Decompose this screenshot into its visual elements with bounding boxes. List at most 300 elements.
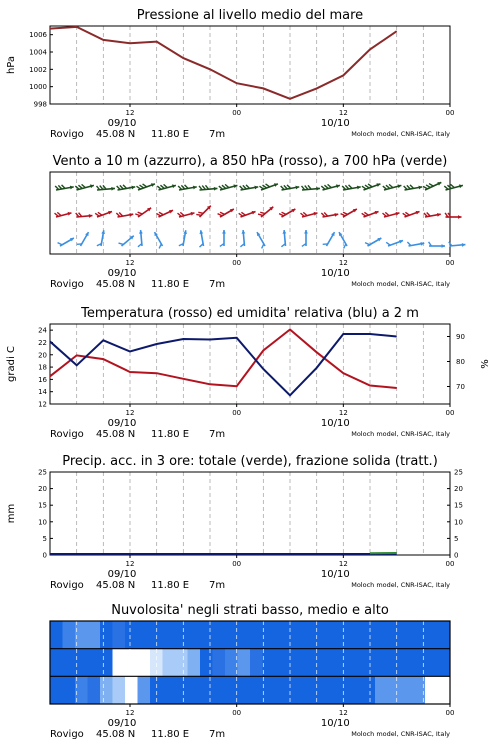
- barb-feather: [407, 185, 410, 189]
- cloud-cell: [175, 649, 188, 677]
- cloud-cell: [138, 676, 151, 704]
- barb-feather: [345, 185, 348, 189]
- y-tick-label: 10: [38, 518, 47, 527]
- barb-feather: [58, 243, 63, 245]
- cloud-cell: [125, 621, 138, 649]
- cloud-cell: [425, 649, 438, 677]
- wind-barb: [155, 232, 163, 248]
- wind-barb: [116, 213, 133, 217]
- cloud-cell: [213, 649, 226, 677]
- wind-barb: [257, 232, 265, 248]
- barb-head: [304, 230, 308, 234]
- barb-feather: [178, 186, 181, 190]
- barb-head: [242, 230, 246, 234]
- barb-feather: [383, 186, 387, 189]
- plot-frame: [50, 472, 450, 555]
- cloud-cell: [313, 649, 326, 677]
- cloud-cell: [200, 676, 213, 704]
- cloud-cell: [350, 676, 363, 704]
- barb-feather: [140, 185, 144, 188]
- barb-head: [214, 187, 218, 191]
- cloud-cell: [225, 649, 238, 677]
- wind-barb: [365, 238, 381, 246]
- cloud-cell: [188, 621, 201, 649]
- wind-barb: [220, 230, 226, 246]
- barb-feather: [284, 185, 287, 189]
- cloud-cell: [400, 649, 413, 677]
- cloud-cell: [388, 621, 401, 649]
- y-tick-label: 0: [42, 551, 47, 560]
- barb-feather: [157, 186, 161, 189]
- barb-feather: [324, 185, 328, 188]
- barb-feather: [95, 213, 99, 216]
- cloud-cell: [238, 621, 251, 649]
- cloud-cell: [400, 621, 413, 649]
- x-tick-label: 00: [445, 560, 455, 568]
- location-altitude: 7m: [209, 580, 226, 591]
- wind-barb: [219, 184, 238, 190]
- cloud-cell: [250, 621, 263, 649]
- cloud-cell: [63, 621, 76, 649]
- y-tick-label-right: 20: [454, 485, 463, 494]
- barb-feather: [426, 185, 430, 188]
- cloud-cell: [238, 676, 251, 704]
- barb-feather: [321, 186, 325, 189]
- wind-barb: [429, 242, 445, 248]
- barb-feather: [225, 184, 229, 187]
- barb-feather: [405, 212, 409, 215]
- barb-feather: [259, 186, 263, 189]
- wind-barb: [323, 232, 335, 246]
- cloud-cell: [275, 676, 288, 704]
- x-tick-label: 12: [338, 709, 348, 717]
- barb-feather: [55, 186, 58, 190]
- barb-feather: [343, 212, 348, 214]
- x-tick-label: 00: [232, 709, 242, 717]
- location-lat: 45.08 N: [96, 580, 136, 591]
- cloud-cell: [188, 676, 201, 704]
- location-lat: 45.08 N: [96, 129, 136, 140]
- y-tick-label: 1006: [29, 31, 47, 40]
- barb-feather: [389, 184, 393, 187]
- barb-feather: [196, 214, 201, 215]
- wind-barb: [386, 240, 403, 246]
- cloud-cell: [275, 649, 288, 677]
- barb-feather: [423, 186, 427, 189]
- cloud-cell: [100, 621, 113, 649]
- humidity-line: [0, 328, 397, 396]
- barb-feather: [135, 214, 140, 216]
- x-tick-label: 12: [338, 259, 348, 267]
- panel-title: Vento a 10 m (azzurro), a 850 hPa (rosso), a 700 hPa (verde): [52, 154, 448, 169]
- y-tick-label: 20: [38, 351, 47, 360]
- location-name: Rovigo: [50, 729, 84, 740]
- cloud-cell: [163, 649, 176, 677]
- barb-feather: [344, 244, 346, 249]
- model-credit: Moloch model, CNR-ISAC, Italy: [351, 130, 450, 138]
- panel-title: Temperatura (rosso) ed umidita' relativa (blu) a 2 m: [81, 306, 419, 321]
- barb-head: [111, 187, 115, 191]
- cloudiness-panel: [50, 603, 454, 740]
- barb-feather: [160, 185, 164, 188]
- pressure-line: [0, 27, 397, 99]
- wind-barb: [199, 185, 217, 190]
- barb-head: [89, 214, 93, 218]
- cloud-cell: [363, 676, 376, 704]
- location-altitude: 7m: [209, 429, 226, 440]
- barb-feather: [159, 244, 161, 249]
- wind-barb: [97, 185, 115, 190]
- cloud-cell: [375, 676, 388, 704]
- wind-barb: [302, 185, 320, 190]
- cloud-cell: [388, 649, 401, 677]
- date-label: 10/10: [320, 569, 350, 580]
- location-lat: 45.08 N: [96, 429, 136, 440]
- barb-feather: [429, 184, 433, 187]
- panel-title: Nuvolosita' negli strati basso, medio e alto: [111, 603, 389, 618]
- barb-feather: [341, 214, 346, 216]
- cloud-cell: [325, 649, 338, 677]
- barb-feather: [362, 213, 366, 216]
- y-tick-label-right: 25: [454, 468, 463, 477]
- location-altitude: 7m: [209, 729, 226, 740]
- cloud-cell: [400, 676, 413, 704]
- wind-barb: [76, 213, 93, 218]
- plot-frame: [50, 26, 450, 104]
- cloud-cell: [338, 621, 351, 649]
- barb-feather: [342, 186, 345, 190]
- cloud-cell: [438, 621, 451, 649]
- wind-barb: [55, 212, 72, 217]
- barb-feather: [185, 185, 188, 189]
- barb-feather: [444, 186, 448, 189]
- model-credit: Moloch model, CNR-ISAC, Italy: [351, 280, 450, 288]
- wind-barb: [119, 236, 134, 246]
- wind-barb: [178, 212, 195, 217]
- barb-feather: [120, 185, 123, 189]
- cloud-cell: [138, 621, 151, 649]
- wind-barb: [199, 230, 203, 247]
- cloud-cell: [425, 676, 438, 704]
- cloud-cell: [325, 676, 338, 704]
- cloud-cell: [88, 676, 101, 704]
- y-axis-label: gradi C: [6, 346, 17, 382]
- date-label: 10/10: [320, 268, 350, 279]
- cloud-cell: [363, 621, 376, 649]
- cloud-cell: [225, 676, 238, 704]
- barb-feather: [410, 185, 413, 189]
- cloud-cell: [50, 649, 63, 677]
- y-axis-label-right: %: [480, 359, 491, 369]
- barb-feather: [364, 212, 368, 215]
- x-tick-label: 00: [445, 409, 455, 417]
- cloud-cell: [288, 621, 301, 649]
- cloud-cell: [350, 621, 363, 649]
- cloud-cell: [313, 676, 326, 704]
- barb-feather: [159, 212, 163, 215]
- model-credit: Moloch model, CNR-ISAC, Italy: [351, 430, 450, 438]
- barb-feather: [258, 214, 263, 215]
- x-tick-label: 12: [338, 560, 348, 568]
- y-tick-label: 14: [38, 388, 47, 397]
- wind-barb: [424, 213, 441, 217]
- wind-barb: [157, 184, 176, 190]
- barb-head: [441, 244, 445, 248]
- date-label: 10/10: [320, 718, 350, 729]
- wind-barb: [383, 184, 402, 190]
- barb-feather: [281, 186, 284, 190]
- x-tick-label: 12: [125, 109, 135, 117]
- location-lon: 11.80 E: [151, 129, 190, 140]
- x-tick-label: 00: [445, 709, 455, 717]
- wind-barb: [281, 185, 300, 190]
- x-tick-label: 00: [232, 409, 242, 417]
- cloud-cell: [263, 649, 276, 677]
- x-tick-label: 12: [125, 259, 135, 267]
- barb-feather: [58, 185, 61, 189]
- wind-barb: [240, 185, 259, 190]
- barb-feather: [447, 185, 451, 188]
- wind-barb: [239, 211, 256, 217]
- cloud-cell: [238, 649, 251, 677]
- x-tick-label: 12: [125, 709, 135, 717]
- cloud-cell: [200, 649, 213, 677]
- wind-barb: [403, 211, 420, 217]
- x-tick-label: 00: [232, 109, 242, 117]
- barb-feather: [243, 185, 246, 189]
- cloud-cell: [50, 621, 63, 649]
- y-tick-label-right: 15: [454, 501, 463, 510]
- barb-feather: [98, 212, 102, 215]
- cloud-cell: [350, 649, 363, 677]
- x-tick-label: 00: [445, 259, 455, 267]
- barb-feather: [138, 212, 143, 214]
- cloud-cell: [363, 649, 376, 677]
- barb-feather: [198, 212, 203, 213]
- cloud-cell: [388, 676, 401, 704]
- cloud-cell: [338, 649, 351, 677]
- y-tick-label-right: 80: [456, 358, 465, 366]
- temp-humidity-series-group: [0, 328, 397, 398]
- wind-barb: [362, 183, 380, 190]
- cloud-cell: [325, 621, 338, 649]
- barb-head: [462, 243, 466, 247]
- panel-title: Pressione al livello medio del mare: [136, 8, 364, 23]
- y-tick-label: 998: [33, 100, 47, 109]
- barb-feather: [136, 186, 140, 189]
- cloud-cell: [100, 676, 113, 704]
- barb-feather: [200, 244, 204, 247]
- wind-barb: [302, 230, 308, 246]
- wind-barb: [117, 185, 136, 190]
- barb-feather: [262, 244, 264, 249]
- cloud-cell: [88, 649, 101, 677]
- barb-feather: [78, 185, 82, 188]
- wind-barb: [138, 230, 143, 247]
- x-tick-label: 12: [125, 560, 135, 568]
- pressure-panel: [0, 8, 454, 140]
- cloud-cell: [338, 676, 351, 704]
- cloud-cell: [63, 676, 76, 704]
- wind-barb: [240, 230, 245, 247]
- barb-feather: [220, 212, 225, 214]
- barb-feather: [218, 214, 223, 216]
- cloud-cell: [175, 621, 188, 649]
- y-tick-label-right: 90: [456, 333, 465, 341]
- cloud-cell: [125, 676, 138, 704]
- wind-barb: [77, 232, 89, 246]
- cloud-cell: [200, 621, 213, 649]
- y-axis-label: mm: [6, 503, 17, 524]
- wind-barb: [156, 210, 173, 217]
- x-tick-label: 00: [232, 560, 242, 568]
- barb-feather: [240, 186, 243, 190]
- model-credit: Moloch model, CNR-ISAC, Italy: [351, 581, 450, 589]
- location-lon: 11.80 E: [151, 729, 190, 740]
- y-tick-label: 5: [42, 534, 47, 543]
- x-tick-label: 00: [445, 109, 455, 117]
- cloud-cell: [288, 676, 301, 704]
- cloud-cell: [313, 621, 326, 649]
- barb-feather: [119, 243, 124, 244]
- barb-head: [458, 215, 462, 219]
- barb-feather: [403, 213, 407, 216]
- cloud-cell: [300, 621, 313, 649]
- wind-barb: [279, 209, 295, 217]
- wind-barb: [321, 184, 340, 190]
- cloud-cell: [188, 649, 201, 677]
- y-tick-label: 20: [38, 485, 47, 494]
- cloud-cell: [375, 621, 388, 649]
- precipitation-panel: [0, 454, 463, 591]
- location-name: Rovigo: [50, 279, 84, 290]
- barb-head: [283, 230, 287, 234]
- barb-feather: [123, 185, 126, 189]
- y-tick-label-right: 10: [454, 518, 463, 527]
- y-tick-label: 1002: [29, 65, 47, 74]
- cloud-cell: [175, 676, 188, 704]
- barb-feather: [241, 212, 245, 215]
- wind-panel: [50, 154, 465, 290]
- y-tick-label-right: 70: [456, 383, 465, 391]
- barb-feather: [75, 186, 79, 189]
- date-label: 09/10: [107, 118, 137, 129]
- pressure-series-group: [0, 27, 397, 99]
- barb-feather: [404, 186, 407, 190]
- cloud-cell: [163, 676, 176, 704]
- wind-barb: [444, 184, 463, 190]
- temperature-humidity-panel: [0, 306, 491, 440]
- wind-barb: [321, 213, 338, 217]
- cloud-cell: [88, 621, 101, 649]
- y-tick-label: 25: [38, 468, 47, 477]
- cloud-cell: [113, 621, 126, 649]
- cloud-cell: [263, 676, 276, 704]
- wind-barb: [423, 182, 441, 190]
- y-tick-label: 1000: [29, 83, 47, 92]
- cloud-cell: [63, 649, 76, 677]
- cloud-cell: [438, 676, 451, 704]
- wind-barb: [407, 242, 424, 246]
- barb-feather: [222, 185, 226, 188]
- cloud-cell: [213, 621, 226, 649]
- barb-feather: [362, 186, 366, 189]
- cloud-cell: [125, 649, 138, 677]
- cloud-cell: [375, 649, 388, 677]
- barb-feather: [219, 186, 223, 189]
- location-lon: 11.80 E: [151, 279, 190, 290]
- y-tick-label: 12: [38, 400, 47, 409]
- barb-head: [316, 187, 320, 191]
- barb-feather: [386, 185, 390, 188]
- barb-feather: [239, 213, 243, 216]
- barb-head: [139, 230, 143, 234]
- barb-feather: [328, 184, 332, 187]
- barb-feather: [407, 242, 410, 246]
- barb-feather: [365, 185, 369, 188]
- barb-feather: [365, 243, 370, 245]
- location-lon: 11.80 E: [151, 580, 190, 591]
- cloud-cell: [263, 621, 276, 649]
- location-lat: 45.08 N: [96, 279, 136, 290]
- wind-barb: [445, 213, 461, 219]
- barb-feather: [349, 185, 352, 189]
- cloud-cell: [113, 676, 126, 704]
- date-label: 09/10: [107, 569, 137, 580]
- wind-barb: [97, 230, 105, 246]
- cloud-cell: [250, 649, 263, 677]
- barb-feather: [451, 184, 455, 187]
- y-tick-label: 16: [38, 375, 47, 384]
- barb-feather: [282, 212, 287, 214]
- y-tick-label: 22: [38, 338, 47, 347]
- panel-title: Precip. acc. in 3 ore: totale (verde), frazione solida (tratt.): [62, 454, 438, 469]
- wind-barb: [301, 212, 318, 217]
- barb-feather: [62, 185, 65, 189]
- location-name: Rovigo: [50, 580, 84, 591]
- date-label: 10/10: [320, 418, 350, 429]
- y-tick-label: 24: [38, 326, 47, 335]
- cloud-cell: [438, 649, 451, 677]
- y-tick-label: 18: [38, 363, 47, 372]
- x-tick-label: 12: [125, 409, 135, 417]
- y-tick-label-right: 0: [454, 551, 459, 560]
- y-tick-label: 15: [38, 501, 47, 510]
- cloud-cell: [50, 676, 63, 704]
- wind-barb: [75, 184, 94, 190]
- barb-feather: [143, 184, 147, 187]
- location-name: Rovigo: [50, 129, 84, 140]
- cloud-cell: [250, 676, 263, 704]
- barb-feather: [246, 185, 249, 189]
- barb-feather: [279, 214, 284, 216]
- wind-barb: [55, 185, 74, 190]
- cloud-cell: [225, 621, 238, 649]
- precip-series-group: [0, 553, 397, 554]
- cloud-cell: [288, 649, 301, 677]
- model-credit: Moloch model, CNR-ISAC, Italy: [351, 730, 450, 738]
- cloud-cell: [138, 649, 151, 677]
- wind-barb: [58, 238, 74, 246]
- barb-feather: [266, 184, 270, 187]
- wind-barb: [178, 185, 197, 190]
- cloud-cell: [275, 621, 288, 649]
- wind-barb: [281, 230, 286, 247]
- wind-barb: [135, 208, 151, 217]
- x-tick-label: 12: [338, 409, 348, 417]
- cloud-cell: [300, 676, 313, 704]
- barb-feather: [82, 184, 86, 187]
